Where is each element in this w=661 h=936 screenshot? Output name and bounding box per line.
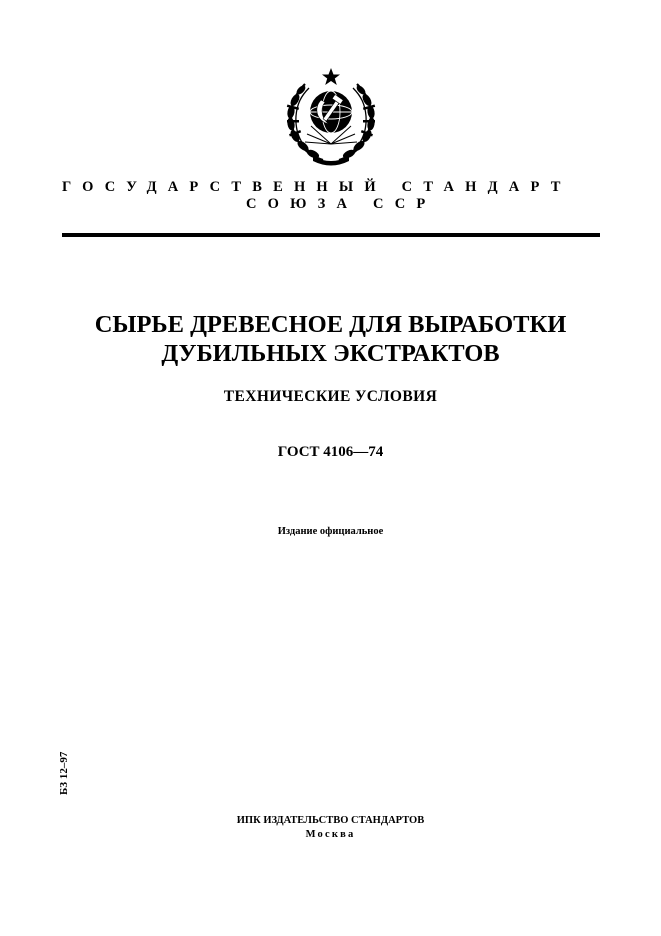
edition-label: Издание официальное [277, 526, 384, 537]
emblem-star [322, 68, 340, 85]
side-catalog-code: БЗ 12–97 [58, 751, 70, 795]
header-ussr: СОЮЗА ССР [246, 196, 437, 212]
ussr-emblem-icon [283, 66, 379, 170]
document-title-line2: ДУБИЛЬНЫХ ЭКСТРАКТОВ [161, 340, 500, 367]
standard-code: ГОСТ 4106—74 [277, 444, 384, 460]
publisher-city: Москва [305, 829, 356, 840]
header-state-standard: ГОСУДАРСТВЕННЫЙ СТАНДАРТ [62, 179, 572, 195]
header-rule [62, 233, 600, 237]
document-subtitle: ТЕХНИЧЕСКИЕ УСЛОВИЯ [223, 388, 438, 405]
publisher-name: ИПК ИЗДАТЕЛЬСТВО СТАНДАРТОВ [236, 815, 425, 826]
document-title-line1: СЫРЬЕ ДРЕВЕСНОЕ ДЛЯ ВЫРАБОТКИ [94, 311, 567, 338]
